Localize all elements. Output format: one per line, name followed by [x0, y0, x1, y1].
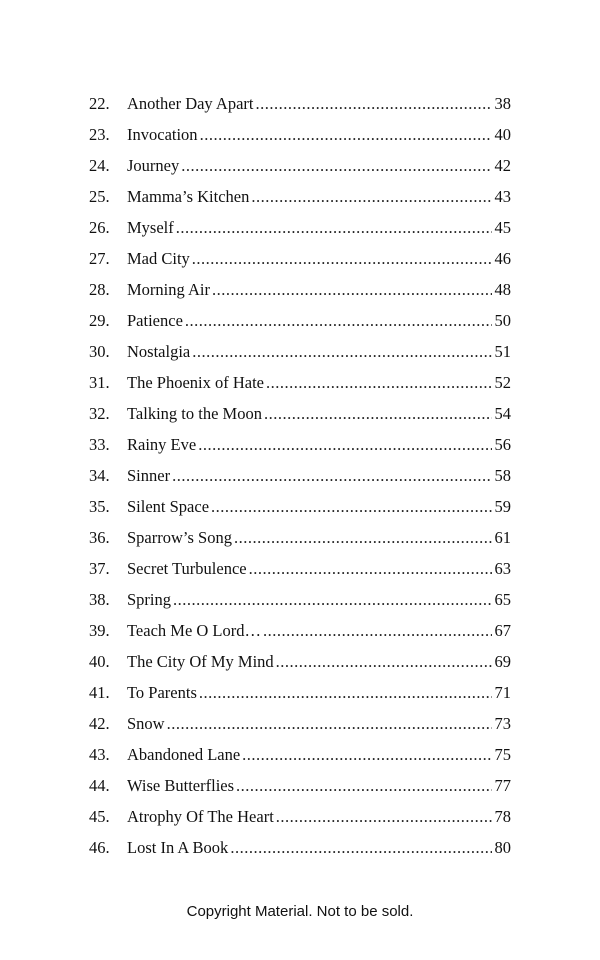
dot-leader [212, 274, 492, 305]
dot-leader [198, 429, 491, 460]
dot-leader [199, 677, 492, 708]
toc-entry-number: 35. [89, 497, 110, 516]
toc-entry [89, 708, 511, 739]
toc-entry-page: 54 [494, 404, 511, 423]
toc-entry-page: 40 [494, 125, 511, 144]
toc-entry-number: 46. [89, 838, 110, 857]
toc-entry-page: 59 [494, 497, 511, 516]
toc-entry-number: 22. [89, 94, 110, 113]
toc-entry-number: 30. [89, 342, 110, 361]
toc-entry-page: 67 [494, 621, 511, 640]
toc-entry [89, 491, 511, 522]
toc-entry-title: Silent Space [127, 497, 210, 516]
toc-entry [89, 150, 511, 181]
dot-leader [236, 770, 491, 801]
copyright-notice: Copyright Material. Not to be sold. [186, 903, 414, 920]
toc-entry-title: Talking to the Moon [127, 404, 262, 423]
toc-entry-number: 39. [89, 621, 110, 640]
dot-leader [176, 212, 492, 243]
toc-entry [89, 770, 511, 801]
toc-entry-number: 26. [89, 218, 110, 237]
toc-entry [89, 212, 511, 243]
toc-entry-title: The Phoenix of Hate [127, 373, 265, 392]
dot-leader [181, 150, 491, 181]
toc-entry-page: 46 [494, 249, 511, 268]
toc-entry-title: Rainy Eve [127, 435, 197, 454]
toc-entry [89, 88, 511, 119]
toc-entry-title: Atrophy Of The Heart [127, 807, 274, 826]
toc-entry [89, 677, 511, 708]
toc-entry [89, 739, 511, 770]
toc-entry [89, 243, 511, 274]
toc-entry [89, 584, 511, 615]
toc-entry-number: 27. [89, 249, 110, 268]
dot-leader [263, 615, 491, 646]
toc-entry-number: 32. [89, 404, 110, 423]
dot-leader [242, 739, 491, 770]
toc-entry-number: 29. [89, 311, 110, 330]
toc-entry [89, 615, 511, 646]
toc-entry-page: 80 [494, 838, 511, 857]
toc-entry-number: 28. [89, 280, 110, 299]
toc-entry-page: 50 [494, 311, 511, 330]
toc-entry-title: Invocation [127, 125, 198, 144]
toc-entry-number: 23. [89, 125, 110, 144]
dot-leader [276, 801, 492, 832]
toc-entry-title: Sinner [127, 466, 171, 485]
toc-entry-number: 38. [89, 590, 110, 609]
toc-entry [89, 429, 511, 460]
toc-entry-title: Another Day Apart [127, 94, 254, 113]
toc-entry [89, 181, 511, 212]
toc-entry-title: Sparrow’s Song [127, 528, 232, 547]
toc-entry [89, 119, 511, 150]
toc-entry-number: 43. [89, 745, 110, 764]
toc-entry-page: 65 [494, 590, 511, 609]
toc-entry-page: 45 [494, 218, 511, 237]
toc-entry-page: 38 [494, 94, 511, 113]
toc-entry-page: 63 [494, 559, 511, 578]
toc-entry-title: Wise Butterflies [127, 776, 235, 795]
toc-entry-number: 44. [89, 776, 110, 795]
dot-leader [200, 119, 492, 150]
toc-entry-title: Mamma’s Kitchen [127, 187, 250, 206]
dot-leader [211, 491, 491, 522]
toc-entry-page: 73 [494, 714, 511, 733]
toc-entry-number: 42. [89, 714, 110, 733]
toc-entry-title: Spring [127, 590, 172, 609]
toc-entry [89, 832, 511, 863]
toc-entry [89, 274, 511, 305]
toc-entry-title: Myself [127, 218, 174, 237]
toc-entry [89, 336, 511, 367]
toc-entry-title: To Parents [127, 683, 197, 702]
toc-entry-number: 31. [89, 373, 110, 392]
toc-entry-page: 43 [494, 187, 511, 206]
toc-entry [89, 305, 511, 336]
toc-entry-title: Abandoned Lane [127, 745, 241, 764]
toc-entry-page: 71 [494, 683, 511, 702]
toc-entry-page: 51 [494, 342, 511, 361]
toc-entry-page: 77 [494, 776, 511, 795]
dot-leader [230, 832, 491, 863]
toc-entry-number: 25. [89, 187, 110, 206]
toc-entry-page: 69 [494, 652, 511, 671]
dot-leader [266, 367, 491, 398]
toc-entry-title: Patience [127, 311, 183, 330]
toc-entry-number: 37. [89, 559, 110, 578]
toc-entry-title: The City Of My Mind [127, 652, 274, 671]
toc-entry-number: 36. [89, 528, 110, 547]
toc-entry [89, 646, 511, 677]
table-of-contents [89, 88, 511, 863]
toc-entry [89, 398, 511, 429]
toc-entry-number: 24. [89, 156, 110, 175]
toc-entry-page: 75 [494, 745, 511, 764]
toc-entry-title: Secret Turbulence [127, 559, 247, 578]
toc-entry-title: Teach Me O Lord… [127, 621, 262, 640]
toc-entry-page: 78 [494, 807, 511, 826]
dot-leader [264, 398, 492, 429]
dot-leader [276, 646, 492, 677]
dot-leader [172, 460, 491, 491]
toc-entry-number: 40. [89, 652, 110, 671]
toc-entry-page: 52 [494, 373, 511, 392]
toc-entry-title: Morning Air [127, 280, 210, 299]
toc-entry-title: Nostalgia [127, 342, 191, 361]
toc-entry-page: 58 [494, 466, 511, 485]
toc-entry [89, 522, 511, 553]
dot-leader [251, 181, 491, 212]
toc-entry-number: 41. [89, 683, 110, 702]
toc-entry-page: 56 [494, 435, 511, 454]
toc-entry-title: Journey [127, 156, 180, 175]
dot-leader [249, 553, 492, 584]
dot-leader [234, 522, 492, 553]
dot-leader [255, 88, 491, 119]
toc-entry-title: Lost In A Book [127, 838, 229, 857]
toc-entry-title: Mad City [127, 249, 190, 268]
toc-entry-page: 42 [494, 156, 511, 175]
toc-entry-number: 34. [89, 466, 110, 485]
dot-leader [192, 243, 492, 274]
toc-entry-page: 48 [494, 280, 511, 299]
toc-entry-title: Snow [127, 714, 165, 733]
dot-leader [192, 336, 491, 367]
toc-entry [89, 460, 511, 491]
toc-entry [89, 553, 511, 584]
dot-leader [185, 305, 492, 336]
dot-leader [167, 708, 492, 739]
toc-entry-page: 61 [494, 528, 511, 547]
dot-leader [173, 584, 491, 615]
toc-entry [89, 801, 511, 832]
toc-entry [89, 367, 511, 398]
toc-entry-number: 45. [89, 807, 110, 826]
toc-entry-number: 33. [89, 435, 110, 454]
